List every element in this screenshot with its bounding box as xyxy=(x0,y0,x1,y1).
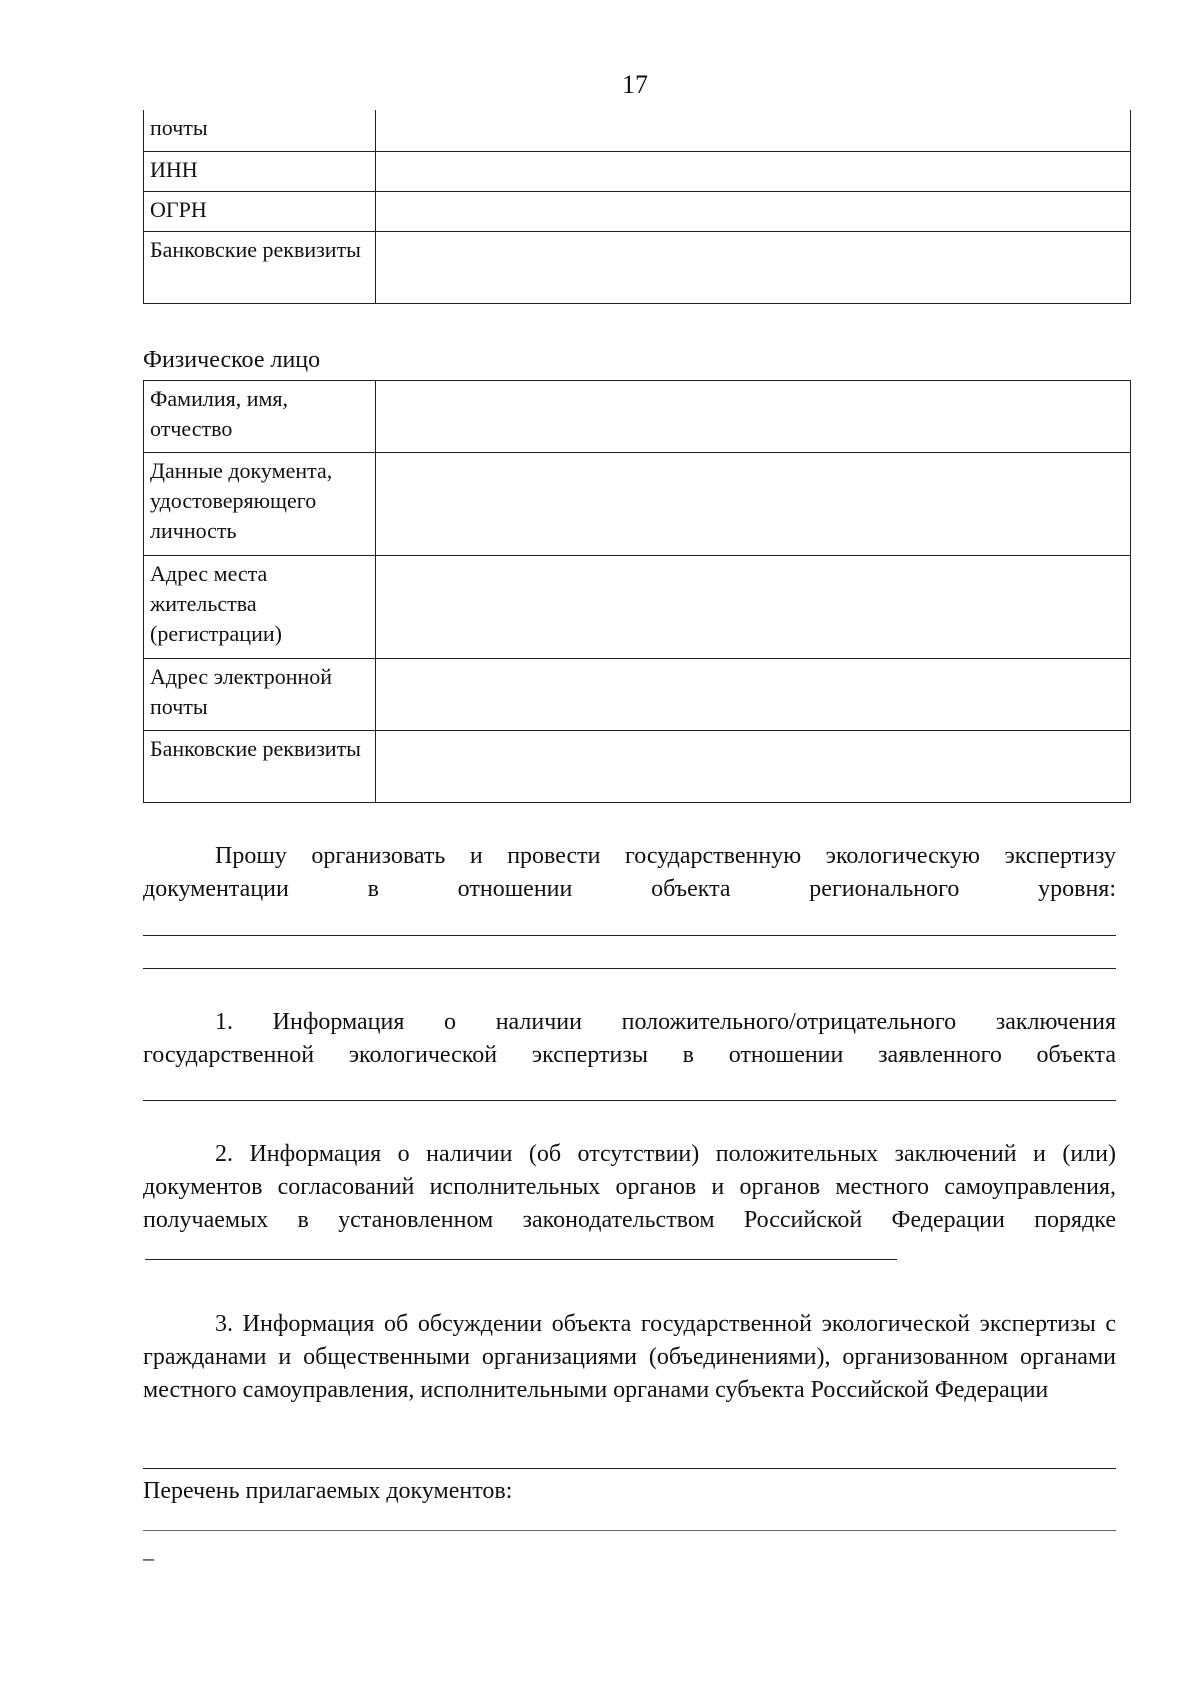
table-row xyxy=(144,110,1131,151)
row-label: ОГРН xyxy=(144,191,376,231)
request-paragraph: Прошу организовать и провести государственную экологическую экспертизу документации в отношении объекта регионального уровня: xyxy=(143,843,1116,902)
legal-entity-table xyxy=(143,110,1131,304)
table-row xyxy=(144,659,1131,731)
row-label: Адрес электронной почты xyxy=(144,659,376,731)
row-label: Фамилия, имя, отчество xyxy=(144,381,376,453)
row-label: почты xyxy=(144,110,376,151)
fill-line[interactable] xyxy=(143,1530,1116,1531)
row-label: ИНН xyxy=(144,151,376,191)
fill-line[interactable] xyxy=(143,1468,1116,1469)
fill-line[interactable] xyxy=(143,935,1116,936)
table-row xyxy=(144,191,1131,231)
row-value-field[interactable] xyxy=(376,731,1131,803)
table-row xyxy=(144,381,1131,453)
row-label: Банковские реквизиты xyxy=(144,731,376,803)
item-2-text: 2. Информация о наличии (об отсутствии) положительных заключений и (или) документов согласований исполнительных органов и органов местного самоуправления, получаемых в установленном законодательством Российской Федерации порядке xyxy=(143,1141,1116,1233)
row-value-field[interactable] xyxy=(376,151,1131,191)
row-value-field[interactable] xyxy=(376,381,1131,453)
row-value-field[interactable] xyxy=(376,556,1131,659)
item-2-paragraph xyxy=(143,1138,1116,1270)
table-row xyxy=(144,731,1131,803)
individual-table xyxy=(143,380,1131,803)
row-value-field[interactable] xyxy=(376,191,1131,231)
row-label: Банковские реквизиты xyxy=(144,231,376,303)
trailing-dash: – xyxy=(143,1545,154,1570)
item-1-paragraph: 1. Информация о наличии положительного/отрицательного заключения государственной экологической экспертизы в отношении заявленного объекта xyxy=(143,1009,1116,1068)
table-row xyxy=(144,556,1131,659)
attachments-label: Перечень прилагаемых документов: xyxy=(143,1478,513,1504)
fill-line[interactable] xyxy=(145,1237,897,1260)
row-value-field[interactable] xyxy=(376,231,1131,303)
row-value-field[interactable] xyxy=(376,110,1131,151)
individual-caption: Физическое лицо xyxy=(143,347,321,373)
row-value-field[interactable] xyxy=(376,453,1131,556)
row-value-field[interactable] xyxy=(376,659,1131,731)
row-label: Адрес места жительства (регистрации) xyxy=(144,556,376,659)
row-label: Данные документа, удостоверяющего личность xyxy=(144,453,376,556)
table-row xyxy=(144,231,1131,303)
fill-line[interactable] xyxy=(143,968,1116,969)
fill-line[interactable] xyxy=(143,1100,1116,1101)
table-row xyxy=(144,453,1131,556)
table-row xyxy=(144,151,1131,191)
item-3-paragraph: 3. Информация об обсуждении объекта государственной экологической экспертизы с гражданами и общественными организациями (объединениями), организованном органами местного самоуправления, исполнительными органами субъекта Российской Федерации xyxy=(143,1311,1116,1403)
page-number: 17 xyxy=(622,70,648,99)
